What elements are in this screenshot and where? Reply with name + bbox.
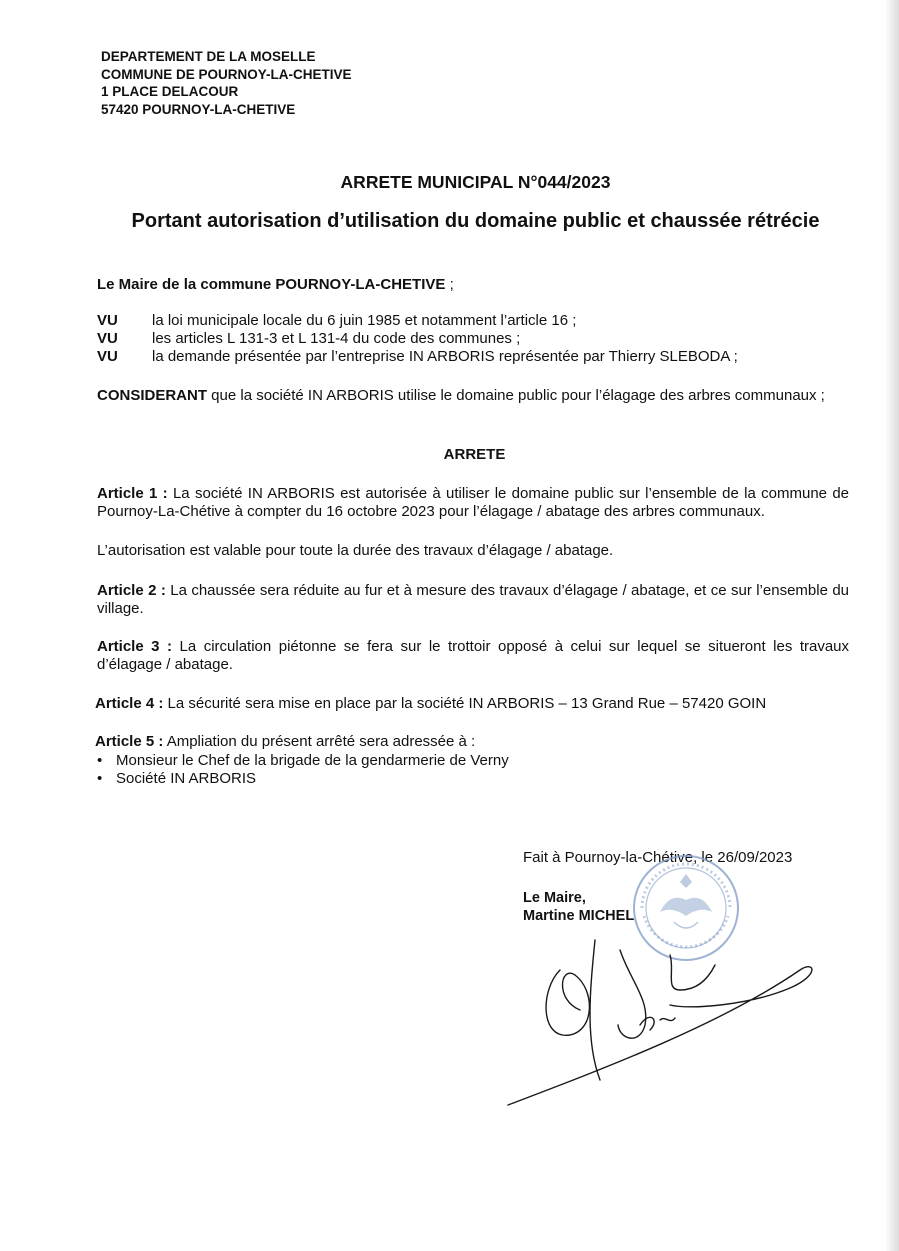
letterhead-line-address: 1 PLACE DELACOUR: [101, 84, 239, 99]
vu-key: VU: [97, 348, 118, 365]
vu-item: [97, 312, 576, 330]
letterhead-line-commune: COMMUNE DE POURNOY-LA-CHETIVE: [101, 66, 352, 82]
signatory-block: [523, 889, 634, 925]
maire-preamble-bold: Le Maire de la commune POURNOY-LA-CHETIVE: [97, 276, 446, 293]
vu-item: [97, 348, 738, 366]
recipients-list: [95, 752, 509, 788]
document-title: ARRETE MUNICIPAL N°044/2023: [340, 172, 611, 192]
vu-text: la demande présentée par l’entreprise IN ARBORIS représentée par Thierry SLEBODA ;: [152, 348, 738, 365]
article-4: [95, 695, 847, 713]
article-5: [95, 733, 847, 751]
vu-text: les articles L 131-3 et L 131-4 du code des communes ;: [152, 330, 521, 347]
article-text: La société IN ARBORIS est autorisée à utiliser le domaine public sur l’ensemble de la commune de Pournoy-La-Chétive à compter du 16 octobre 2023 pour l’élagage / abatage des arbres communaux.: [97, 485, 850, 520]
letterhead-line-postcode: 57420 POURNOY-LA-CHETIVE: [101, 101, 296, 117]
considerant-text: que la société IN ARBORIS utilise le domaine public pour l’élagage des arbres communaux ;: [207, 387, 825, 404]
article-text: La chaussée sera réduite au fur et à mesure des travaux d’élagage / abatage, et ce sur l’ensemble du village.: [97, 582, 850, 617]
article-text: La sécurité sera mise en place par la société IN ARBORIS – 13 Grand Rue – 57420 GOIN: [163, 695, 767, 712]
list-item: [95, 770, 509, 788]
bullet-icon: •: [97, 752, 103, 769]
maire-preamble: [97, 276, 849, 294]
considerant-key: CONSIDERANT: [97, 387, 208, 404]
recipient-text: Société IN ARBORIS: [116, 770, 257, 787]
handwritten-signature-icon: [500, 930, 830, 1120]
article-label: Article 3 :: [97, 638, 173, 655]
letterhead: [101, 48, 352, 118]
signatory-name: Martine MICHEL: [523, 908, 635, 924]
article-label: Article 1 :: [97, 485, 168, 502]
article-text: Ampliation du présent arrêté sera adressée à :: [163, 733, 476, 750]
article-1-validity: L’autorisation est valable pour toute la durée des travaux d’élagage / abatage.: [97, 542, 614, 559]
letterhead-line-departement: DEPARTEMENT DE LA MOSELLE: [101, 49, 316, 64]
list-item: [95, 752, 509, 770]
article-2: [97, 582, 849, 618]
arrete-heading: ARRETE: [443, 446, 506, 463]
vu-text: la loi municipale locale du 6 juin 1985 et notamment l’article 16 ;: [152, 312, 577, 329]
article-3: [97, 638, 849, 674]
vu-key: VU: [97, 312, 118, 329]
recipient-text: Monsieur le Chef de la brigade de la gendarmerie de Verny: [116, 752, 509, 769]
signatory-role: Le Maire,: [523, 890, 586, 906]
considerant-paragraph: [97, 387, 849, 405]
article-label: Article 5 :: [95, 733, 164, 750]
article-label: Article 4 :: [95, 695, 164, 712]
vu-item: [97, 330, 520, 348]
document-subtitle: Portant autorisation d’utilisation du domaine public et chaussée rétrécie: [131, 210, 820, 232]
maire-preamble-rest: ;: [445, 276, 454, 293]
vu-key: VU: [97, 330, 118, 347]
article-label: Article 2 :: [97, 582, 166, 599]
article-text: La circulation piétonne se fera sur le trottoir opposé à celui sur lequel se situeront les travaux d’élagage / abatage.: [97, 638, 850, 673]
bullet-icon: •: [97, 770, 103, 787]
place-and-date: Fait à Pournoy-la-Chétive, le 26/09/2023: [523, 849, 793, 866]
article-1: [97, 485, 849, 521]
